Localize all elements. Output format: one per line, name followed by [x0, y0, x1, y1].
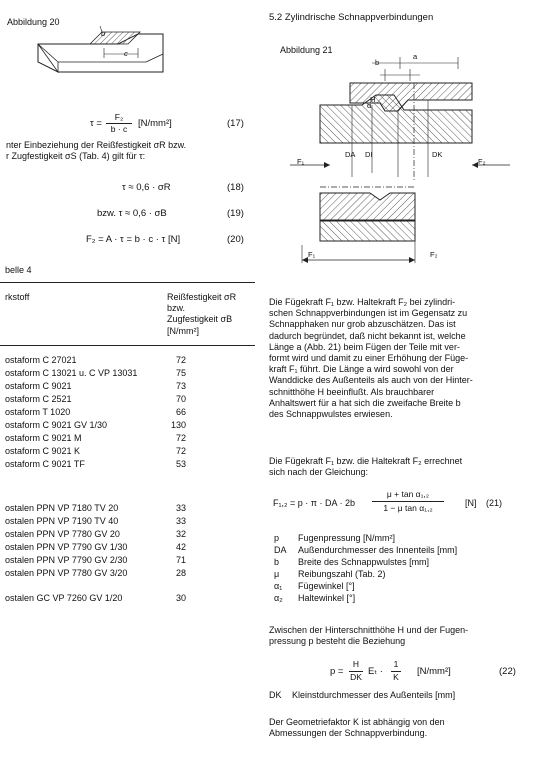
legend-symbol: α₂	[274, 593, 283, 603]
eq20-number: (20)	[227, 234, 244, 245]
table-row-value: 72	[175, 433, 186, 443]
table-row-material: ostalen GC VP 7260 GV 1/20	[5, 593, 123, 603]
eq21-numerator: μ + tan α₁,₂	[386, 489, 430, 499]
table-row-material: ostaform T 1020	[5, 407, 71, 417]
table-row-material: ostaform C 9021	[5, 381, 72, 391]
figure-20-label: Abbildung 20	[7, 17, 60, 27]
eq21-lhs: F₁,₂ = p · π · DA · 2b	[273, 498, 356, 508]
eq17-denominator: b · c	[110, 124, 128, 134]
legend-symbol: μ	[274, 569, 280, 579]
fig21-a: a	[413, 52, 418, 61]
paragraph-1: Die Fügekraft F₁ bzw. Haltekraft F₂ bei zylindri- schen Schnappverbindungen ist im Gegensatz zu Schnapphaken nur grob abzuschätzen. Das ist dadurch begründet, daß nicht bekannt ist, welche Länge a (Abb. 21) beim Fügen der Teile mit ver- formt wird und damit zu einer Erhöhung der Füge- kraft F₁ führt. Die Länge a wird sowohl von der Wanddicke des Außenteils als auch von der Hinter- schnitthöhe H beeinflußt. Als brauchbarer Anhaltswert für a hat sich die zweifache Breite b des Schnappwulstes erwiesen.	[269, 297, 473, 420]
legend-symbol: α₁	[274, 581, 283, 591]
eq22-number: (22)	[499, 666, 516, 677]
dk-description: Kleinstdurchmesser des Außenteils [mm]	[292, 690, 456, 700]
eq22-d1: DK	[350, 672, 362, 682]
table-row-material: ostaform C 9021 K	[5, 446, 81, 456]
table-row-value: 42	[175, 542, 186, 552]
table-row-value: 75	[175, 368, 186, 378]
eq22-mid: Eₜ ·	[368, 666, 383, 677]
eq22-n2: 1	[393, 659, 399, 669]
fig21-alpha: α	[367, 101, 372, 110]
paragraph-3: Zwischen der Hinterschnitthöhe H und der Fugen- pressung p besteht die Beziehung	[269, 625, 469, 647]
legend-symbol: p	[274, 533, 280, 543]
figure-20-drawing	[38, 32, 168, 82]
eq19-number: (19)	[227, 208, 244, 219]
table-row-value: 53	[175, 459, 186, 469]
eq18: τ ≈ 0,6 · σR	[122, 182, 171, 193]
table-row-material: ostalen PPN VP 7780 GV 20	[5, 529, 120, 539]
eq22-n1: H	[352, 659, 360, 669]
eq20: F₂ = A · τ = b · c · τ [N]	[86, 234, 181, 245]
table-row-value: 130	[170, 420, 186, 430]
eq21-number: (21)	[486, 498, 503, 508]
dk-symbol: DK	[269, 690, 282, 700]
legend-description: Reibungszahl (Tab. 2)	[298, 569, 386, 579]
table-row-material: ostaform C 13021 u. C VP 13031	[5, 368, 138, 378]
table-row-value: 70	[175, 394, 186, 404]
table-col1-header: rkstoff	[5, 292, 30, 302]
table-row-value: 32	[175, 529, 186, 539]
table-row-value: 71	[175, 555, 186, 565]
fig21-F1-bottom: F₁	[308, 250, 316, 259]
table-row-material: ostalen PPN VP 7790 GV 1/30	[5, 542, 128, 552]
fig21-DK: DK	[432, 150, 443, 159]
table-header-rule	[0, 345, 255, 346]
figure-20-c: c	[124, 49, 128, 58]
table-row-material: ostalen PPN VP 7180 TV 20	[5, 503, 119, 513]
fig21-DA: DA	[345, 150, 356, 159]
legend-description: Haltewinkel [°]	[298, 593, 356, 603]
eq22-unit: [N/mm²]	[417, 666, 451, 677]
table-row-value: 73	[175, 381, 186, 391]
paragraph-4: Der Geometriefaktor K ist abhängig von den Abmessungen der Schnappverbindung.	[269, 717, 445, 739]
eq17-unit: [N/mm²]	[138, 118, 172, 129]
legend-symbol: b	[274, 557, 280, 567]
table-col2-header: Reißfestigkeit σR bzw. Zugfestigkeit σB [N/mm²]	[167, 292, 237, 336]
table-row-value: 72	[175, 446, 186, 456]
table-row-material: ostalen PPN VP 7780 GV 3/20	[5, 568, 128, 578]
table-row-value: 66	[175, 407, 186, 417]
table-row-material: ostaform C 27021	[5, 355, 77, 365]
legend-description: Fügewinkel [°]	[298, 581, 355, 591]
fig21-DI: DI	[365, 150, 373, 159]
legend-symbol: DA	[274, 545, 287, 555]
table-row-value: 72	[175, 355, 186, 365]
eq19: bzw. τ ≈ 0,6 · σB	[97, 208, 167, 219]
table-row-value: 33	[175, 516, 186, 526]
fig21-F2: F₂	[478, 157, 486, 166]
eq21-denominator: 1 − μ tan α₁,₂	[383, 503, 433, 513]
legend-description: Breite des Schnappwulstes [mm]	[298, 557, 430, 567]
fig21-F2-bottom: F₂	[430, 250, 438, 259]
table-title: belle 4	[5, 265, 32, 275]
table-row-material: ostaform C 2521	[5, 394, 72, 404]
table-row-material: ostalen PPN VP 7190 TV 40	[5, 516, 119, 526]
eq18-number: (18)	[227, 182, 244, 193]
eq22-lhs: p =	[330, 666, 344, 677]
fig21-F1: F₁	[297, 157, 305, 166]
eq22-d2: K	[393, 672, 399, 682]
intro-paragraph: nter Einbeziehung der Reißfestigkeit σR bzw. r Zugfestigkeit σS (Tab. 4) gilt für τ:	[6, 140, 187, 162]
table-row-material: ostaform C 9021 TF	[5, 459, 85, 469]
fig21-H: H	[370, 95, 376, 104]
figure-20-b: b	[101, 29, 106, 38]
section-title: 5.2 Zylindrische Schnappverbindungen	[269, 12, 434, 23]
table-row-material: ostaform C 9021 GV 1/30	[5, 420, 108, 430]
eq17-number: (17)	[227, 118, 244, 129]
table-row-value: 30	[175, 593, 186, 603]
paragraph-2: Die Fügekraft F₁ bzw. die Haltekraft F₂ errechnet sich nach der Gleichung:	[269, 456, 463, 478]
figure-21-label: Abbildung 21	[280, 45, 333, 55]
table-row-value: 33	[175, 503, 186, 513]
table-row-material: ostaform C 9021 M	[5, 433, 82, 443]
eq17-lhs: τ =	[90, 118, 102, 129]
fig21-b: b	[375, 58, 380, 67]
table-row-value: 28	[175, 568, 186, 578]
legend-description: Fugenpressung [N/mm²]	[298, 533, 396, 543]
legend-description: Außendurchmesser des Innenteils [mm]	[298, 545, 458, 555]
eq17-numerator: F₂	[114, 112, 124, 122]
eq21-unit: [N]	[465, 498, 477, 508]
table-top-rule	[0, 282, 255, 283]
table-row-material: ostalen PPN VP 7790 GV 2/30	[5, 555, 128, 565]
